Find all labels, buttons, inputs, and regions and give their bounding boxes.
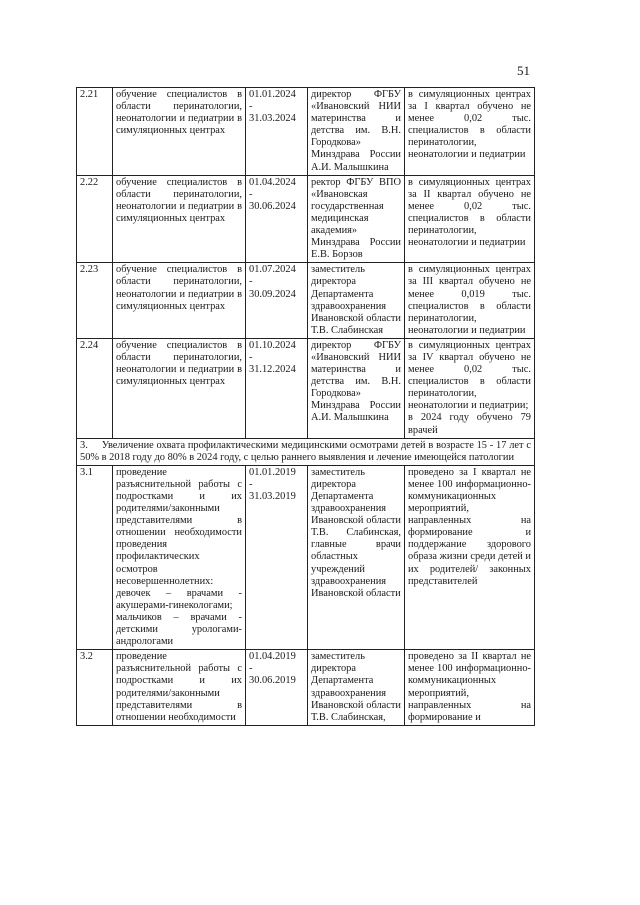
result-cell: проведено за I квартал не менее 100 информационно-коммуникационных мероприятий, направленных на формирование и поддержание здорового образа жизни среди детей и их родителей/ законных представителей bbox=[405, 465, 535, 649]
end-date: 30.06.2024 bbox=[249, 200, 296, 212]
date-cell: 01.07.2024 - 30.09.2024 bbox=[246, 263, 308, 339]
result-cell bbox=[405, 338, 535, 438]
section-heading-row bbox=[77, 438, 535, 465]
table-row bbox=[77, 338, 535, 438]
responsible-cell: директор ФГБУ «Ивановский НИИ материнства и детства им. В.Н. Городкова» Минздрава России А.И. Малышкина bbox=[308, 338, 405, 438]
date-cell: 01.04.2019 - 30.06.2019 bbox=[246, 650, 308, 726]
end-date: 31.03.2024 bbox=[249, 113, 296, 125]
date-cell: 01.01.2019 - 31.03.2019 bbox=[246, 465, 308, 649]
section-heading bbox=[77, 438, 535, 465]
event-cell: обучение специалистов в области перинатологии, неонатологии и педиатрии в симуляционных центрах bbox=[113, 175, 246, 263]
table-row bbox=[77, 263, 535, 339]
table-row bbox=[77, 465, 535, 649]
start-date: 01.01.2024 bbox=[249, 89, 296, 100]
date-cell: 01.01.2024 - 31.03.2024 bbox=[246, 88, 308, 176]
start-date: 01.10.2024 bbox=[249, 339, 296, 351]
end-date: 30.06.2019 bbox=[249, 675, 296, 687]
row-number: 3.1 bbox=[77, 465, 113, 649]
start-date: 01.04.2024 bbox=[249, 176, 296, 188]
table-row bbox=[77, 88, 535, 176]
end-date: 31.12.2024 bbox=[249, 364, 296, 376]
event-cell: обучение специалистов в области перинатологии, неонатологии и педиатрии в симуляционных центрах bbox=[113, 263, 246, 339]
section-number: 3. bbox=[80, 439, 88, 451]
date-cell: 01.10.2024 - 31.12.2024 bbox=[246, 338, 308, 438]
responsible-cell: ректор ФГБУ ВПО «Ивановская государственная медицинская академия» Минздрава России Е.В. Борзов bbox=[308, 175, 405, 263]
row-number: 2.22 bbox=[77, 175, 113, 263]
result-cell: в симуляционных центрах за III квартал обучено не менее 0,019 тыс. специалистов в области перинатологии, неонатологии и педиатрии bbox=[405, 263, 535, 339]
responsible-cell: заместитель директора Департамента здравоохранения Ивановской области Т.В. Слабинская bbox=[308, 263, 405, 339]
responsible-cell: директор ФГБУ «Ивановский НИИ материнства и детства им. В.Н. Городкова» Минздрава России А.И. Малышкина bbox=[308, 88, 405, 176]
table-row bbox=[77, 650, 535, 726]
responsible-cell: заместитель директора Департамента здравоохранения Ивановской области Т.В. Слабинская, главные врачи областных учреждений здравоохранения Ивановской области bbox=[308, 465, 405, 649]
start-date: 01.01.2019 bbox=[249, 466, 296, 478]
start-date: 01.07.2024 bbox=[249, 264, 296, 276]
event-cell: проведение разъяснительной работы с подростками и их родителями/законными представителями в отношении необходимости проведения профилактических осмотров несовершеннолетних: девочек – врачами - акушерами-гинекологами; мальчиков – врачами - детскими урологами-андрологами bbox=[113, 465, 246, 649]
row-number: 2.21 bbox=[77, 88, 113, 176]
table-row bbox=[77, 175, 535, 263]
result-cell: проведено за II квартал не менее 100 информационно-коммуникационных мероприятий, направленных на формирование и bbox=[405, 650, 535, 726]
plan-table bbox=[76, 87, 535, 726]
event-cell: обучение специалистов в области перинатологии, неонатологии и педиатрии в симуляционных центрах bbox=[113, 88, 246, 176]
result-total: в 2024 году обучено 79 врачей bbox=[408, 412, 531, 436]
event-cell: проведение разъяснительной работы с подростками и их родителями/законными представителями в отношении необходимости bbox=[113, 650, 246, 726]
result-text: в симуляционных центрах за IV квартал обучено не менее 0,02 тыс. специалистов в области перинатологии, неонатологии и педиатрии; bbox=[408, 339, 531, 412]
row-number: 3.2 bbox=[77, 650, 113, 726]
row-number: 2.24 bbox=[77, 338, 113, 438]
page-number: 51 bbox=[517, 63, 530, 78]
result-cell: в симуляционных центрах за II квартал обучено не менее 0,02 тыс. специалистов в области перинатологии, неонатологии и педиатрии bbox=[405, 175, 535, 263]
result-cell: в симуляционных центрах за I квартал обучено не менее 0,02 тыс. специалистов в области перинатологии, неонатологии и педиатрии bbox=[405, 88, 535, 176]
date-cell: 01.04.2024 - 30.06.2024 bbox=[246, 175, 308, 263]
start-date: 01.04.2019 bbox=[249, 651, 296, 663]
end-date: 30.09.2024 bbox=[249, 288, 296, 300]
section-title: Увеличение охвата профилактическими медицинскими осмотрами детей в возрасте 15 - 17 лет с 50% в 2018 году до 80% в 2024 году, с целью раннего выявления и лечение имеющейся патологии bbox=[80, 439, 531, 463]
event-cell: обучение специалистов в области перинатологии, неонатологии и педиатрии в симуляционных центрах bbox=[113, 338, 246, 438]
row-number: 2.23 bbox=[77, 263, 113, 339]
end-date: 31.03.2019 bbox=[249, 491, 296, 502]
responsible-cell: заместитель директора Департамента здравоохранения Ивановской области Т.В. Слабинская, bbox=[308, 650, 405, 726]
